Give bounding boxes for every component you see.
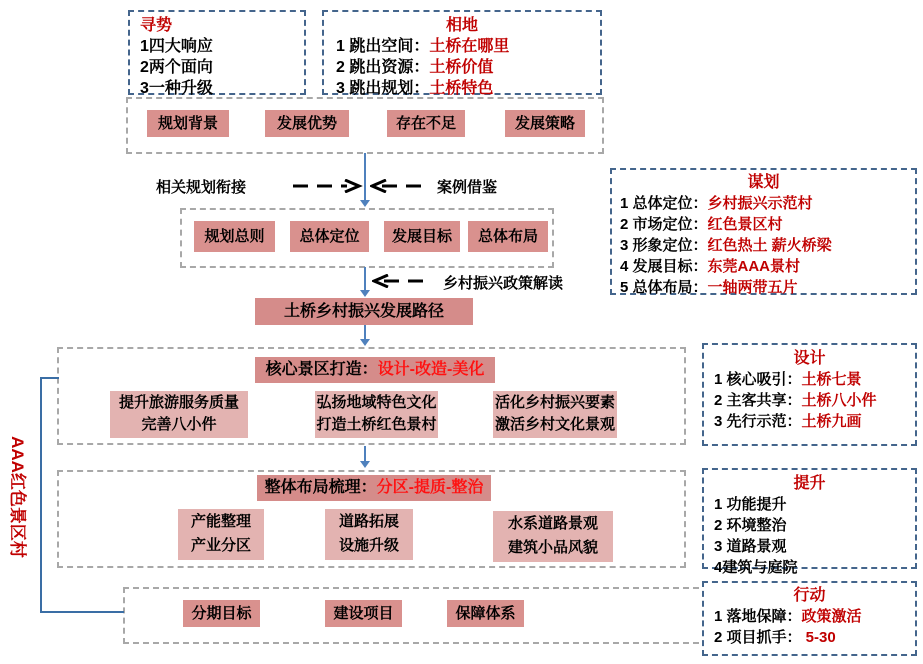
site-survey-item (336, 57, 600, 78)
item-value: 乡村振兴示范村 (707, 195, 813, 212)
seek-trend-item: 3一种升级 (140, 80, 213, 97)
down-arrowhead-icon (360, 339, 370, 346)
down-arrow (364, 446, 366, 462)
upgrade-item: 2 环境整治 (714, 517, 787, 534)
item-label: 2 跳出资源： (336, 59, 430, 76)
upgrade-item: 3 道路景观 (714, 538, 787, 555)
policy-label: 乡村振兴政策解读 (443, 275, 564, 292)
item-value: 土桥九画 (801, 413, 862, 430)
core-section-header (255, 357, 495, 383)
general-tag: 发展目标 (384, 221, 460, 252)
site-survey-item (336, 36, 600, 57)
layout-item-line: 道路拓展 (338, 513, 399, 530)
dashed-arrow-left-icon (370, 179, 426, 193)
header-value: 分区-提质-整治 (376, 479, 484, 496)
header-label: 核心景区打造： (265, 361, 378, 378)
item-value: 红色热土 薪火桥梁 (707, 237, 832, 254)
item-value: 红色景区村 (707, 216, 783, 233)
down-arrowhead-icon (360, 200, 370, 207)
core-item-box (493, 391, 617, 438)
general-tag: 规划总则 (194, 221, 275, 252)
layout-item-line: 设施升级 (338, 537, 399, 554)
design-box (702, 343, 917, 446)
dashed-arrow-left-icon (372, 274, 430, 288)
core-item-line: 提升旅游服务质量 (118, 394, 239, 411)
item-label: 3 先行示范： (714, 413, 802, 430)
core-item-box (315, 391, 438, 438)
item-label: 1 跳出空间： (336, 38, 430, 55)
core-item-line: 弘扬地域特色文化 (316, 394, 437, 411)
item-label: 4 发展目标： (620, 258, 708, 275)
action-box (702, 581, 917, 656)
design-item (714, 411, 915, 432)
item-label: 5 总体布局： (620, 279, 708, 296)
plan-link-label: 相关规划衔接 (156, 179, 247, 196)
case-ref-label: 案例借鉴 (437, 179, 498, 196)
item-label: 3 形象定位： (620, 237, 708, 254)
layout-section-header (257, 475, 491, 501)
site-survey-item (336, 78, 600, 99)
header-label: 整体布局梳理： (264, 479, 377, 496)
item-value: 土桥八小件 (801, 392, 877, 409)
down-arrow (364, 267, 366, 291)
core-item-box (110, 391, 248, 438)
item-label: 2 市场定位： (620, 216, 708, 233)
item-value: 土桥七景 (801, 371, 862, 388)
core-item-line: 完善八小件 (141, 416, 217, 433)
strategy-title: 谋划 (747, 174, 780, 191)
header-value: 设计-改造-美化 (377, 361, 485, 378)
core-item-line: 打造土桥红色景村 (316, 416, 437, 433)
seek-trend-box (128, 10, 306, 95)
bracket-line (40, 377, 42, 613)
phase-tag: 规划背景 (147, 110, 229, 137)
action-tag: 分期目标 (183, 600, 260, 627)
phase-tag: 发展策略 (505, 110, 585, 137)
general-tag: 总体定位 (290, 221, 369, 252)
upgrade-item: 4建筑与庭院 (714, 559, 798, 576)
strategy-item (620, 193, 915, 214)
item-value: 土桥在哪里 (429, 38, 510, 55)
action-title: 行动 (793, 587, 826, 604)
action-tag: 保障体系 (447, 600, 524, 627)
layout-item-line: 水系道路景观 (507, 515, 598, 532)
action-tag: 建设项目 (325, 600, 402, 627)
item-label: 3 跳出规划： (336, 80, 430, 97)
layout-item-line: 建筑小品风貌 (507, 539, 598, 556)
layout-item-line: 产能整理 (190, 513, 251, 530)
design-title: 设计 (793, 350, 826, 367)
path-box: 土桥乡村振兴发展路径 (255, 298, 473, 325)
bracket-line (40, 377, 59, 379)
site-survey-title: 相地 (445, 17, 478, 34)
layout-item-box (325, 509, 413, 560)
item-label: 1 核心吸引： (714, 371, 802, 388)
seek-trend-item: 2两个面向 (140, 59, 213, 76)
strategy-item (620, 256, 915, 277)
seek-trend-item: 1四大响应 (140, 38, 213, 55)
layout-item-box (493, 511, 613, 562)
layout-item-box (178, 509, 264, 560)
item-label: 2 主客共享： (714, 392, 802, 409)
bracket-line (40, 611, 124, 613)
design-item (714, 369, 915, 390)
down-arrowhead-icon (360, 461, 370, 468)
item-value: 土桥特色 (429, 80, 494, 97)
general-tag: 总体布局 (468, 221, 548, 252)
action-item (714, 606, 915, 627)
strategy-item (620, 214, 915, 235)
seek-trend-title: 寻势 (140, 17, 173, 34)
item-label: 2 项目抓手： (714, 629, 802, 646)
upgrade-title: 提升 (793, 475, 826, 492)
item-value: 5-30 (801, 629, 836, 646)
item-value: 东莞AAA景村 (707, 258, 801, 275)
upgrade-item: 1 功能提升 (714, 496, 787, 513)
item-value: 政策激活 (801, 608, 862, 625)
item-value: 一轴两带五片 (707, 279, 798, 296)
layout-item-line: 产业分区 (190, 537, 251, 554)
item-value: 土桥价值 (429, 59, 494, 76)
core-item-line: 活化乡村振兴要素 (494, 394, 615, 411)
upgrade-box (702, 468, 917, 576)
core-item-line: 激活乡村文化景观 (494, 416, 615, 433)
site-survey-box (322, 10, 602, 95)
phase-tag: 发展优势 (265, 110, 349, 137)
strategy-item (620, 277, 915, 298)
strategy-item (620, 235, 915, 256)
design-item (714, 390, 915, 411)
down-arrowhead-icon (360, 290, 370, 297)
action-item (714, 627, 915, 648)
dashed-arrow-right-icon (291, 179, 365, 193)
item-label: 1 落地保障： (714, 608, 802, 625)
strategy-box (610, 168, 917, 295)
side-vertical-label: AAA红色景区村 (8, 436, 27, 558)
down-arrow (364, 325, 366, 340)
down-arrow (364, 153, 366, 201)
phase-tag: 存在不足 (387, 110, 465, 137)
item-label: 1 总体定位： (620, 195, 708, 212)
